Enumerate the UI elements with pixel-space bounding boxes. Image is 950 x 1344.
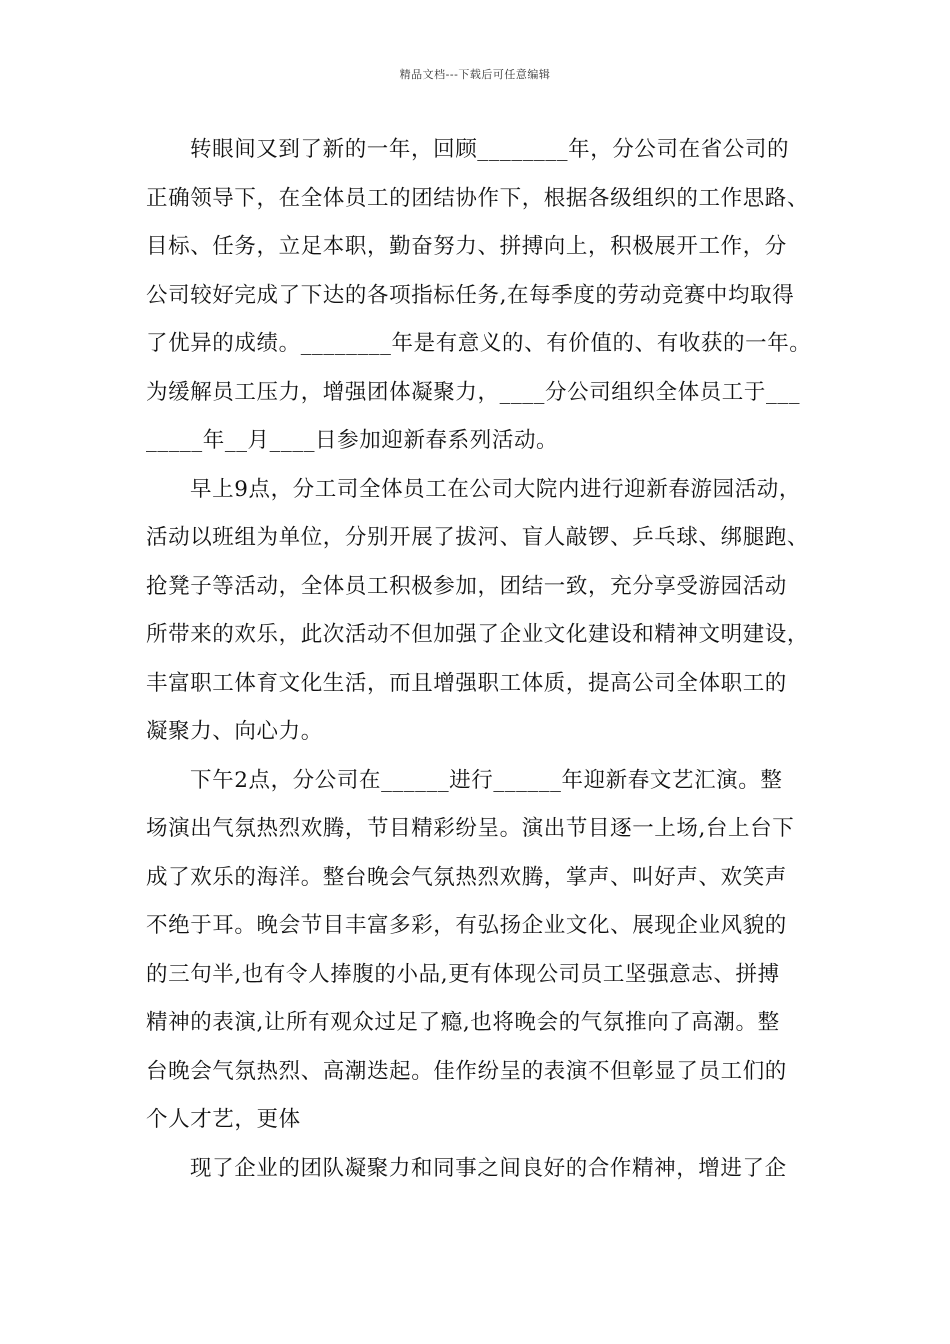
paragraph-line: 公司较好完成了下达的各项指标任务,在每季度的劳动竞赛中均取得	[146, 282, 795, 308]
paragraph-line: 的三句半,也有令人捧腹的小品,更有体现公司员工坚强意志、拼搏	[146, 961, 780, 987]
paragraph-line: 场演出气氛热烈欢腾，节目精彩纷呈。演出节目逐一上场,台上台下	[146, 816, 795, 841]
paragraph-line: 凝聚力、向心力。	[146, 719, 323, 744]
paragraph-line: 早上9点，分工司全体员工在公司大院内进行迎新春游园活动，	[190, 476, 801, 502]
paragraph-line: 精神的表演,让所有观众过足了瘾,也将晚会的气氛推向了高潮。整	[146, 1010, 780, 1035]
paragraph-line: 目标、任务，立足本职，勤奋努力、拼搏向上，积极展开工作，分	[146, 234, 787, 259]
paragraph-2	[146, 466, 818, 757]
paragraph-line: 转眼间又到了新的一年，回顾________年，分公司在省公司的	[190, 137, 790, 162]
paragraph-line: 台晚会气氛热烈、高潮迭起。佳作纷呈的表演不但彰显了员工们的	[146, 1058, 787, 1084]
paragraph-line: 活动以班组为单位，分别开展了拔河、盲人敲锣、乒乓球、绑腿跑、	[146, 525, 810, 550]
paragraph-line: 丰富职工体育文化生活，而且增强职工体质，提高公司全体职工的	[146, 670, 787, 696]
paragraph-1	[146, 126, 818, 466]
paragraph-line: 不绝于耳。晚会节目丰富多彩，有弘扬企业文化、展现企业风貌的	[146, 913, 787, 938]
page-header: 精品文档---下载后可任意编辑	[399, 68, 551, 81]
paragraph-line: 下午2点，分公司在______进行______年迎新春文艺汇演。整	[190, 767, 783, 793]
paragraph-line: 了优异的成绩。________年是有意义的、有价值的、有收获的一年。	[146, 331, 812, 356]
paragraph-line: 个人才艺，更体	[146, 1107, 301, 1132]
paragraph-line: 正确领导下，在全体员工的团结协作下，根据各级组织的工作思路、	[146, 185, 810, 211]
paragraph-line: 所带来的欢乐，此次活动不但加强了企业文化建设和精神文明建设，	[146, 622, 810, 647]
paragraph-line: _____年__月____日参加迎新春系列活动。	[146, 428, 559, 453]
paragraph-4	[146, 1145, 818, 1194]
paragraph-3	[146, 757, 818, 1145]
paragraph-line: 现了企业的团队凝聚力和同事之间良好的合作精神，增进了企	[190, 1155, 787, 1181]
paragraph-line: 抢凳子等活动，全体员工积极参加，团结一致，充分享受游园活动	[146, 573, 787, 599]
paragraph-line: 为缓解员工压力，增强团体凝聚力，____分公司组织全体员工于___	[146, 379, 801, 405]
paragraph-line: 成了欢乐的海洋。整台晚会气氛热烈欢腾，掌声、叫好声、欢笑声	[146, 864, 787, 890]
document-body	[146, 126, 818, 1193]
